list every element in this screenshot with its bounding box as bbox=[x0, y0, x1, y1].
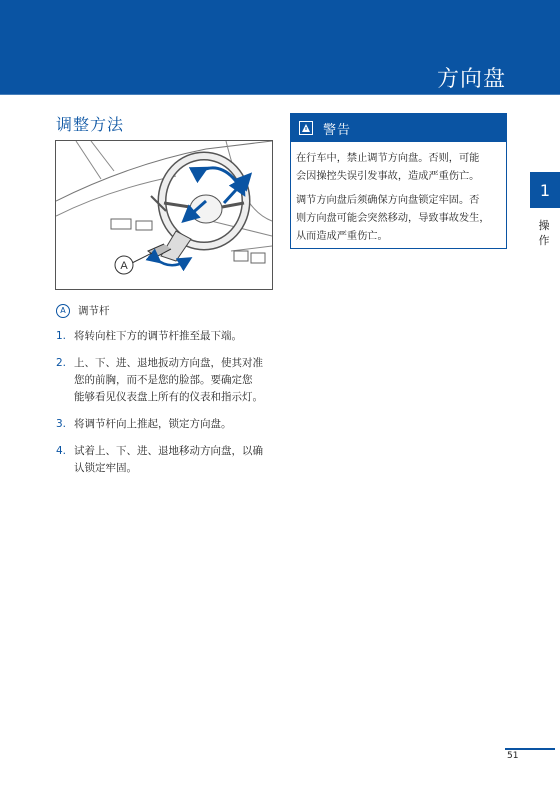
step-text: 将调节杆向上推起，锁定方向盘。 bbox=[74, 418, 232, 430]
chapter-tab: 1 bbox=[530, 172, 560, 208]
warning-header bbox=[291, 114, 506, 142]
step-list bbox=[56, 328, 278, 487]
step-number: 4. bbox=[56, 445, 67, 457]
step-number: 3. bbox=[56, 418, 67, 430]
warning-line: 则方向盘可能会突然移动，导致事故发生， bbox=[296, 213, 490, 224]
page-number: 51 bbox=[507, 751, 519, 761]
warning-line: 会因操控失误引发事故，造成严重伤亡。 bbox=[296, 171, 480, 182]
step-text-line: 能够看见仪表盘上所有的仪表和指示灯。 bbox=[74, 391, 263, 403]
callout-letter: A bbox=[120, 260, 128, 272]
step-text-line: 认锁定牢固。 bbox=[74, 462, 137, 474]
warning-box bbox=[290, 113, 507, 249]
step-text-line: 上、下、进、退地扳动方向盘，使其对准 bbox=[74, 357, 263, 369]
chapter-label-char: 操 bbox=[538, 219, 550, 232]
list-item bbox=[56, 416, 278, 433]
warning-triangle-icon bbox=[299, 121, 313, 135]
list-item bbox=[56, 443, 278, 477]
chapter-label-char: 作 bbox=[538, 234, 550, 247]
callout-legend bbox=[56, 303, 110, 318]
warning-line: 从而造成严重伤亡。 bbox=[296, 231, 388, 242]
chapter-label bbox=[536, 218, 552, 248]
warning-body bbox=[291, 142, 506, 246]
warning-paragraph bbox=[296, 150, 500, 186]
step-text: 将转向柱下方的调节杆推至最下端。 bbox=[74, 330, 242, 342]
step-text-line: 试着上、下、进、退地移动方向盘，以确 bbox=[74, 445, 263, 457]
list-item bbox=[56, 355, 278, 406]
warning-title: 警告 bbox=[323, 122, 352, 138]
step-text-line: 您的前胸，而不是您的脸部。要确定您 bbox=[74, 374, 253, 386]
chapter-title: 方向盘 bbox=[436, 67, 506, 92]
list-item bbox=[56, 328, 278, 345]
warning-line: 在行车中，禁止调节方向盘。否则，可能 bbox=[296, 153, 480, 164]
callout-label: 调节杆 bbox=[78, 305, 110, 317]
section-title: 调整方法 bbox=[56, 115, 125, 134]
footer-rule bbox=[505, 748, 555, 750]
warning-line: 调节方向盘后须确保方向盘锁定牢固。否 bbox=[296, 195, 480, 206]
step-number: 1. bbox=[56, 330, 67, 342]
steering-wheel-illustration bbox=[55, 140, 273, 290]
step-number: 2. bbox=[56, 357, 67, 369]
warning-paragraph bbox=[296, 192, 500, 246]
callout-marker: A bbox=[56, 304, 70, 318]
